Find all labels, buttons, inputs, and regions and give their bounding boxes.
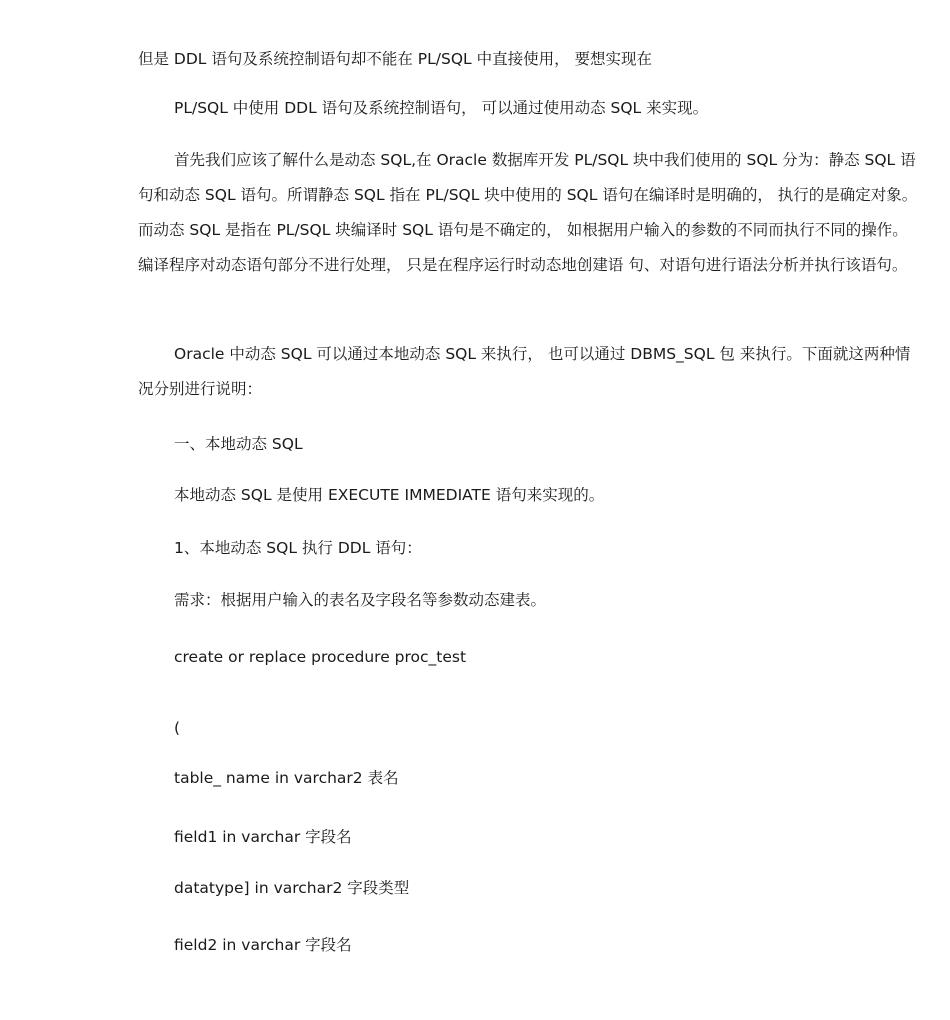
code-line-1: create or replace procedure proc_test (174, 648, 467, 666)
paragraph-8: 需求：根据用户输入的表名及字段名等参数动态建表。 (174, 591, 547, 609)
paragraph-1: 但是 DDL 语句及系统控制语句却不能在 PL/SQL 中直接使用， 要想实现在 (138, 50, 653, 68)
code-line-3: table_ name in varchar2 表名 (174, 769, 399, 787)
code-line-5: datatype] in varchar2 字段类型 (174, 879, 410, 897)
paragraph-4: Oracle 中动态 SQL 可以通过本地动态 SQL 来执行， 也可以通过 DBMS_SQL 包 来执行。下面就这两种情况分别进行说明： (138, 345, 911, 398)
code-line-4: field1 in varchar 字段名 (174, 828, 352, 846)
paragraph-3: 首先我们应该了解什么是动态 SQL,在 Oracle 数据库开发 PL/SQL 块中我们使用的 SQL 分为：静态 SQL 语句和动态 SQL 语句。所谓静态 SQL 指在 PL/SQL 块中使用的 SQL 语句在编译时是明确的， 执行的是确定对象。而动态 SQL 是指在 PL/SQL 块编译时 SQL 语句是不确定的， 如根据用户输入的参数的不同而执行不同的操作。编译程序对动态语句部分不进行处理， 只是在程序运行时动态地创建语 句、对语句进行语法分析并执行该语句。 (138, 151, 918, 274)
code-line-2: ( (174, 719, 181, 737)
paragraph-7: 1、本地动态 SQL 执行 DDL 语句： (174, 539, 422, 557)
paragraph-6: 本地动态 SQL 是使用 EXECUTE IMMEDIATE 语句来实现的。 (174, 486, 605, 504)
section-heading: 一、本地动态 SQL (174, 435, 303, 453)
paragraph-2: PL/SQL 中使用 DDL 语句及系统控制语句， 可以通过使用动态 SQL 来实现。 (174, 99, 709, 117)
code-line-6: field2 in varchar 字段名 (174, 936, 352, 954)
